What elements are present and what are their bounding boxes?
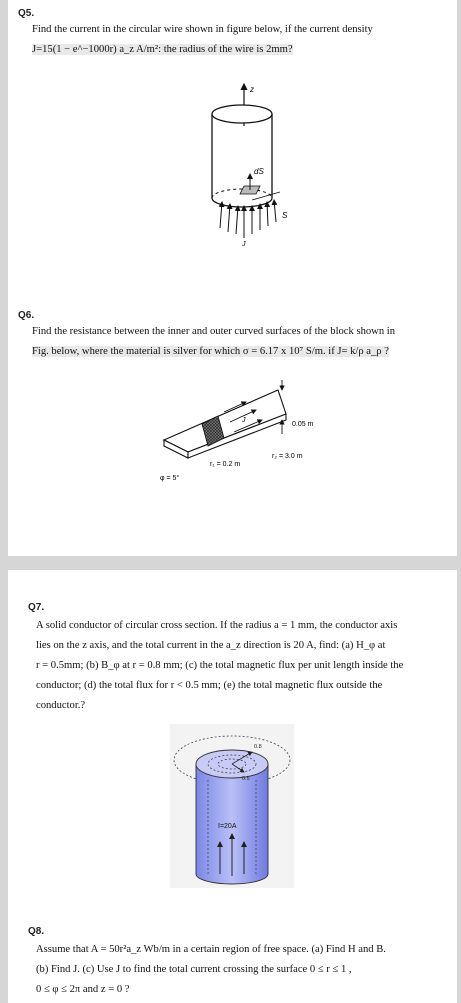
q5-cylinder-top xyxy=(212,105,272,123)
q7-conductor-figure xyxy=(170,724,294,888)
q5-ds-label: dS xyxy=(254,167,264,176)
q6-j-label: J xyxy=(242,417,246,424)
q8-line-1: Assume that A = 50r²a_z Wb/m in a certain region of free space. (a) Find H and B. xyxy=(36,944,386,955)
q5-line-1: Find the current in the circular wire shown in figure below, if the current density xyxy=(32,24,373,35)
q7-r05-label: 0.5 xyxy=(242,776,250,782)
q6-label: Q6. xyxy=(18,310,35,321)
q7-r08-label: 0.8 xyxy=(254,744,262,750)
q7-current-label: I=20A xyxy=(218,823,237,830)
q5-cylinder-bottom-front xyxy=(212,198,272,207)
q7-text xyxy=(36,616,438,716)
q5-line-2: J=15(1 − e^−1000r) a_z A/m²: the radius of the wire is 2mm? xyxy=(32,44,293,55)
question-card-1 xyxy=(8,0,457,556)
q6-r1-label: r₁ = 0.2 m xyxy=(210,461,241,468)
q5-cylinder-figure xyxy=(158,78,298,258)
q5-j-label: J xyxy=(242,241,246,248)
q7-line-4: conductor; (d) the total flux for r < 0.5 mm; (e) the total magnetic flux outside the xyxy=(36,680,383,691)
q7-line-2: lies on the z axis, and the total current in the a_z direction is 20 A, find: (a) H_φ at xyxy=(36,640,386,651)
q7-line-1: A solid conductor of circular cross section. If the radius a = 1 mm, the conductor axis xyxy=(36,620,398,631)
q5-label: Q5. xyxy=(18,8,35,19)
q5-s-label: S xyxy=(282,211,288,220)
q6-block-figure xyxy=(148,368,338,488)
q6-line-2: Fig. below, where the material is silver for which σ = 6.17 x 10⁷ S/m. if J= k/ρ a_ρ ? xyxy=(32,346,389,357)
q8-line-2: (b) Find J. (c) Use J to find the total current crossing the surface 0 ≤ r ≤ 1 , xyxy=(36,964,352,975)
q7-line-5: conductor.? xyxy=(36,700,86,711)
q8-text xyxy=(36,940,438,1000)
q6-text xyxy=(32,322,442,362)
q5-text xyxy=(32,20,442,60)
q6-r2-label: r₂ = 3.0 m xyxy=(272,453,303,460)
q6-height-label: 0.05 m xyxy=(292,421,314,428)
q7-label: Q7. xyxy=(28,602,45,613)
q8-label: Q8. xyxy=(28,926,45,937)
q8-line-3: 0 ≤ φ ≤ 2π and z = 0 ? xyxy=(36,984,130,995)
question-card-2 xyxy=(8,570,457,1003)
q7-line-3: r = 0.5mm; (b) B_φ at r = 0.8 mm; (c) the total magnetic flux per unit length inside the xyxy=(36,660,404,671)
q6-line-1: Find the resistance between the inner and outer curved surfaces of the block shown in xyxy=(32,326,396,337)
q5-z-label: z xyxy=(250,85,254,94)
q6-phi-label: φ = 5° xyxy=(160,475,180,482)
